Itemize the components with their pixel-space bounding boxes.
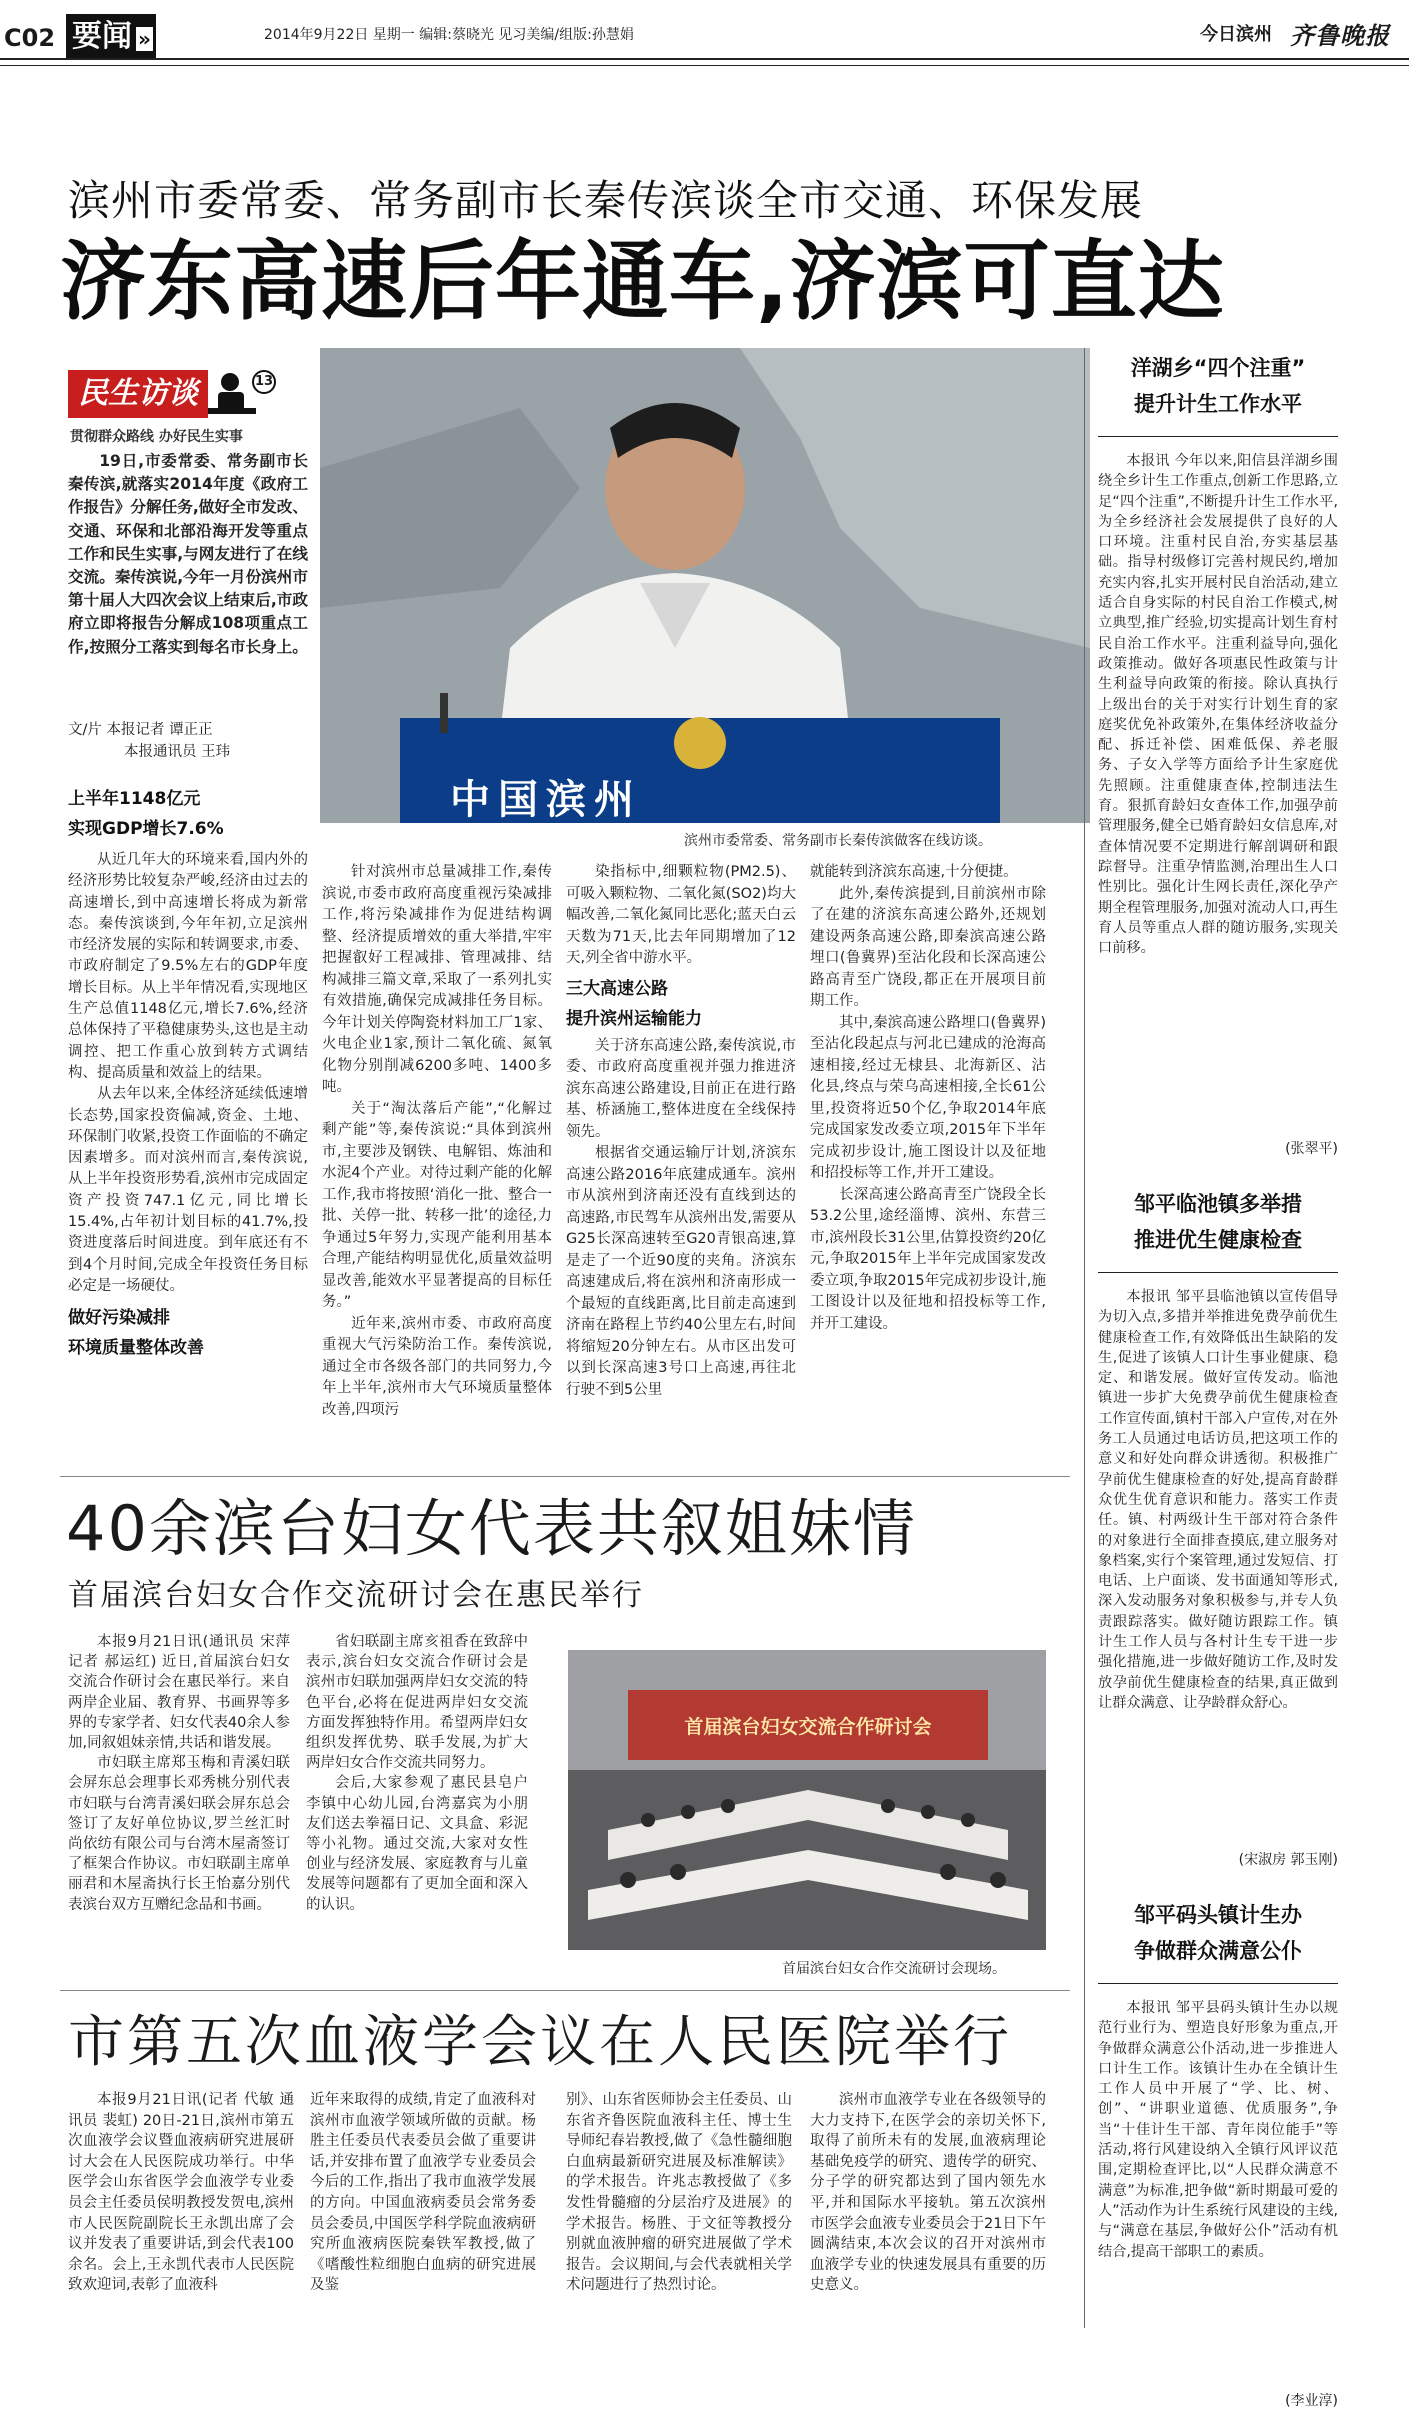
- sidebar-story-1-title-a: 洋湖乡“四个注重”: [1130, 356, 1306, 380]
- col3-para-3: 根据省交通运输厅计划,济滨东高速公路2016年底建成通车。滨州市从滨州到济南还没有直线到达的高速路,市民驾车从滨州出发,需要从G25长深高速转至G20青银高速,算是走了一个近90度的夹角。济滨东高速建成后,将在滨州和济南形成一个最短的直线距离,比目前走高速到济南在路程上节约40公里左右,时间将缩短20分钟左右。从市区出发可以到长深高速3号口上高速,再往北行驶不到5公里: [566, 1145, 796, 1398]
- sidebar-story-2-title-b: 推进优生健康检查: [1134, 1228, 1302, 1252]
- conference-photo-graphic: [568, 1650, 1046, 1950]
- lead-intro: [68, 450, 308, 659]
- col2-para-2: 关于“淘汰落后产能”,“化解过剩产能”等,秦传滨说:“具体到滨州市,主要涉及钢铁、电解铝、炼油和水泥4个产业。对待过剩产能的化解工作,我市将按照‘消化一批、整合一批、关停一批、转移一批’的途径,力争通过5年努力,实现产能利用基本合理,产能结构明显优化,质量效益明显改善,能效水平显著提高的目标任务。”: [322, 1100, 552, 1310]
- interview-photo-graphic: [320, 348, 1090, 823]
- sidebar: [1098, 350, 1338, 2410]
- lead-col-2: [322, 862, 552, 1421]
- sub-gdp-b: 实现GDP增长7.6%: [68, 819, 224, 839]
- column-slogan: 贯彻群众路线 办好民生实事: [70, 429, 243, 445]
- sub-env-b: 环境质量整体改善: [68, 1338, 204, 1359]
- sub-env-a: 做好污染减排: [68, 1308, 170, 1329]
- sidebar-divider: [1084, 348, 1085, 2328]
- women-headline: 40余滨台妇女代表共叙姐妹情: [66, 1492, 917, 1565]
- women-para-2: 市妇联主席郑玉梅和青溪妇联会屏东总会理事长邓秀桃分别代表市妇联与台湾青溪妇联会屏东总会签订了友好单位协议,罗兰丝汇时尚依纺有限公司与台湾木屋斋签订了框架合作协议。市妇联副主席单丽君和木屋斋执行长王怡嘉分别代表滨台双方互赠纪念品和书画。: [68, 1755, 290, 1913]
- column-number-badge: 13: [252, 370, 276, 394]
- lead-byline-1: 文/片 本报记者 谭正正: [68, 722, 213, 738]
- lead-byline-2: 本报通讯员 王玮: [124, 744, 231, 760]
- conference-banner-text: 首届滨台妇女交流合作研讨会: [684, 1716, 932, 1738]
- sidebar-story-3-title-a: 邹平码头镇计生办: [1134, 1903, 1302, 1927]
- col3-para-1: 染指标中,细颗粒物(PM2.5)、可吸入颗粒物、二氧化氮(SO2)均大幅改善,二氧化氮同比恶化;蓝天白云天数为71天,比去年同期增加了12天,列全省中游水平。: [566, 864, 796, 966]
- women-photo-caption: 首届滨台妇女合作交流研讨会现场。: [782, 1961, 1006, 1977]
- col3-para-2: 关于济东高速公路,秦传滨说,市委、市政府高度重视并强力推进济滨东高速公路建设,目前正在进行路基、桥涵施工,整体进度在全线保持领先。: [566, 1037, 796, 1140]
- col2-para-3: 近年来,滨州市委、市政府高度重视大气污染防治工作。秦传滨说,通过全市各级各部门的共同努力,今年上半年,滨州市大气环境质量整体改善,四项污: [322, 1315, 552, 1418]
- speaker-silhouette-icon: [208, 370, 258, 420]
- blood-col-2: [310, 2090, 536, 2360]
- women-para-1: 本报9月21日讯(通讯员 宋萍 记者 郝运红) 近日,首届滨台妇女交流合作研讨会在惠民举行。来自两岸企业届、教育界、书画界等多界的专家学者、妇女代表40余人参加,同叙姐妹亲情,共话和谐发展。: [68, 1634, 290, 1752]
- women-col-2: [306, 1632, 528, 1915]
- blood-col-4: [810, 2090, 1046, 2360]
- lead-photo-caption: 滨州市委常委、常务副市长秦传滨做客在线访谈。: [684, 833, 992, 849]
- section-divider-1: [60, 1476, 1070, 1477]
- women-subhead: 首届滨台妇女合作交流研讨会在惠民举行: [68, 1578, 644, 1613]
- blood-headline: 市第五次血液学会议在人民医院举行: [68, 2010, 1012, 2075]
- women-para-4: 会后,大家参观了惠民县皂户李镇中心幼儿园,台湾嘉宾为小朋友们送去拳福日记、文具盒、彩泥等小礼物。通过交流,大家对女性创业与经济发展、家庭教育与儿童发展等问题都有了更加全面和深入的认识。: [306, 1775, 528, 1913]
- col1-para-2: 从去年以来,全体经济延续低速增长态势,国家投资偏减,资金、土地、环保制门收紧,投资工作面临的不确定因素增多。而对滨州而言,秦传滨说,从上半年投资形势看,滨州市完成固定资产投资747.1亿元,同比增长15.4%,占年初计划目标的41.7%,投资进度落后时间进度。到年底还有不到4个月时间,完成全年投资任务目标必定是一场硬仗。: [68, 1086, 308, 1294]
- blood-col-1: [68, 2090, 294, 2360]
- sidebar-story-1-text: 本报讯 今年以来,阳信县洋湖乡围绕全乡计生工作重点,创新工作思路,立足“四个注重”,不断提升计生工作水平,为全乡经济社会发展提供了良好的人口环境。注重村民自治,夯实基层基础。指导村级修订完善村规民约,增加充实内容,扎实开展村民自治活动,建立适合自身实际的村民自治工作模式,树立典型,推广经验,切实提高计划生育村民自治工作水平。注重利益导向,强化政策推动。做好各项惠民性政策与计生利益导向政策的衔接。除认真执行上级出台的关于对实行计划生育的家庭奖优免补政策外,在集体经济收益分配、拆迁补偿、困难低保、养老服务、子女入学等方面给予计生家庭优先照顾。注重健康查体,控制违法生育。狠抓育龄妇女查体工作,加强孕前管理服务,健全已婚育龄妇女信息库,对查体情况要不定期进行解剖调研和跟踪督导。注重孕情监测,治理出生人口性别比。强化计生网长责任,深化孕产期全程管理服务,加强对流动人口,再生育人员等重点人群的随访服务,实现关口前移。: [1098, 453, 1338, 957]
- sub-highway-b: 提升滨州运输能力: [566, 1008, 702, 1029]
- lead-headline: 济东高速后年通车,济滨可直达: [60, 232, 1225, 332]
- sidebar-story-3-byline: (李业淳): [1285, 2393, 1338, 2409]
- header-meta: 2014年9月22日 星期一 编辑:蔡晓光 见习美编/组版:孙慧娟: [264, 27, 634, 43]
- section-tab: [66, 14, 156, 60]
- paper-name: 齐鲁晚报: [1290, 21, 1390, 50]
- blood-para-2: 近年来取得的成绩,肯定了血液科对滨州市血液学领域所做的贡献。杨胜主任委员代表委员会做了重要讲话,并安排布置了血液学专业委员会今后的工作,指出了我市血液学发展的方向。中国血液病委员会常务委员会委员,中国医学科学院血液病研究所血液病医院秦铁军教授,做了《嗜酸性粒细胞白血病的研究进展及鉴: [310, 2092, 536, 2294]
- lead-col-3: [566, 862, 796, 1401]
- sub-gdp-a: 上半年1148亿元: [68, 789, 201, 809]
- lead-col-1: [68, 784, 308, 1363]
- sidebar-story-1-title-b: 提升计生工作水平: [1134, 392, 1302, 416]
- sidebar-story-2-text: 本报讯 邹平县临池镇以宣传倡导为切入点,多措并举推进免费孕前优生健康检查工作,有效降低出生缺陷的发生,促进了该镇人口计生事业健康、稳定、和谐发展。做好宣传发动。临池镇进一步扩大免费孕前优生健康检查工作宣传面,镇村干部入户宣传,对在外务工人员通过电话访员,把这项工作的意义和好处向群众讲透彻。积极推广孕前优生健康检查的好处,提高育龄群众优生优育意识和能力。落实工作责任。镇、村两级计生干部对符合条件的对象进行全面排查摸底,建立服务对象档案,实行个案管理,通过发短信、打电话、上户面谈、发书面通知等形式,深入发动服务对象积极参与,并专人负责跟踪落实。做好随访跟踪工作。镇计生工作人员与各村计生专干进一步强化措施,进一步做好随访工作,及时发放孕前优生健康检查的结果,真正做到让群众满意、让孕龄群众舒心。: [1098, 1289, 1338, 1711]
- page-number: C02: [0, 18, 86, 58]
- sidebar-rule-1: [1098, 436, 1338, 437]
- photo-sign-text: 中国滨州: [450, 777, 642, 823]
- blood-para-3: 别》、山东省医师协会主任委员、山东省齐鲁医院血液科主任、博士生导师纪春岩教授,做了《急性髓细胞白血病最新研究进展及标准解读》的学术报告。许兆志教授做了《多发性骨髓瘤的分层治疗及进展》的学术报告。杨胜、于文征等教授分别就血液肿瘤的研究进展做了学术报告。会议期间,与会代表就相关学术问题进行了热烈讨论。: [566, 2092, 792, 2294]
- lead-kicker: 滨州市委常委、常务副市长秦传滨谈全市交通、环保发展: [68, 176, 1144, 225]
- sidebar-rule-2: [1098, 1272, 1338, 1273]
- col4-para-4: 长深高速公路高青至广饶段全长53.2公里,途经淄博、滨州、东营三市,滨州段长31公里,估算投资约20亿元,争取2015年上半年完成国家发改委立项,争取2015年完成初步设计,施工图设计以及征地和招投标等工作,并开工建设。: [810, 1186, 1046, 1332]
- blood-para-4: 滨州市血液学专业在各级领导的大力支持下,在医学会的亲切关怀下,取得了前所未有的发展,血液病理论基础免疫学的研究、遗传学的研究、分子学的研究都达到了国内领先水平,并和国际水平接轨。第五次滨州市医学会血液专业委员会于21日下午圆满结束,本次会议的召开对滨州市血液学专业的快速发展具有重要的历史意义。: [810, 2092, 1046, 2294]
- col1-para-1: 从近几年大的环境来看,国内外的经济形势比较复杂严峻,经济由过去的高速增长,到中高速增长将成为新常态。秦传滨谈到,今年年初,立足滨州市经济发展的实际和转调要求,市委、市政府制定了9.5%左右的GDP年度增长目标。从上半年情况看,实现地区生产总值1148亿元,增长7.6%,经济总体保持了平稳健康势头,这也是主动调控、把工作重心放到转方式调结构、提高质量和效益上的结果。: [68, 852, 308, 1081]
- women-col-1: [68, 1632, 290, 1915]
- col4-para-2: 此外,秦传滨提到,目前滨州市除了在建的济滨东高速公路外,还规划建设两条高速公路,即秦滨高速公路埋口(鲁冀界)至沾化段和长深高速公路高青至广饶段,都正在开展项目前期工作。: [810, 885, 1046, 1009]
- col2-para-1: 针对滨州市总量减排工作,秦传滨说,市委市政府高度重视污染减排工作,将污染减排作为促进结构调整、经济提质增效的重大举措,牢牢把握叡好工程减排、管理减排、结构减排三篇文章,采取了一系列扎实有效措施,确保完成减排任务目标。今年计划关停陶瓷材料加工厂1家、火电企业1家,预计二氧化硫、氮氧化物分别削减6200多吨、1400多吨。: [322, 864, 552, 1095]
- sidebar-story-3-text: 本报讯 邹平县码头镇计生办以规范行业行为、塑造良好形象为重点,开争做群众满意公仆活动,进一步推进人口计生工作。该镇计生办在全镇计生工作人员中开展了“学、比、树、创”、“讲职业道德、优质服务”,争当“十佳计生干部、青年岗位能手”等活动,将行风建设纳入全镇行风评议范围,定期检查评比,以“人民群众满意不满意”为标准,把争做“新时期最可爱的人”活动作为计生系统行风建设的主线,与“满意在基层,争做好公仆”活动有机结合,提高干部职工的素质。: [1098, 2000, 1338, 2260]
- section-arrow-icon: »: [138, 27, 151, 51]
- sidebar-story-2-title-a: 邹平临池镇多举措: [1134, 1192, 1302, 1216]
- column-logo-text: 民生访谈: [68, 370, 208, 418]
- column-logo: [68, 370, 276, 426]
- col4-para-3: 其中,秦滨高速公路埋口(鲁冀界)至沾化段起点与河北已建成的沧海高速相接,经过无棣县、北海新区、沾化县,终点与荣乌高速相接,全长61公里,投资将近50个亿,争取2014年底完成国家发改委立项,2015年下半年完成初步设计,施工图设计以及征地和招投标等工作,并开工建设。: [810, 1014, 1046, 1181]
- blood-col-3: [566, 2090, 792, 2360]
- women-photo: [568, 1650, 1046, 1950]
- section-label: 要闻: [72, 19, 132, 54]
- sidebar-rule-3: [1098, 1983, 1338, 1984]
- edition-city: 今日滨州: [1200, 24, 1272, 45]
- section-divider-2: [60, 1990, 1070, 1991]
- lead-col-4: [810, 862, 1046, 1335]
- sidebar-story-1-byline: (张翠平): [1285, 1141, 1338, 1157]
- lead-photo: [320, 348, 1090, 823]
- header-rule: [0, 58, 1409, 60]
- blood-para-1: 本报9月21日讯(记者 代敏 通讯员 裴虹) 20日-21日,滨州市第五次血液学会议暨血液病研究进展研讨大会在人民医院成功举行。中华医学会山东省医学会血液学专业委员会主任委员侯明教授发贺电,滨州市人民医院副院长王永凯出席了会议并发表了重要讲话,到会代表100余名。会上,王永凯代表市人民医院致欢迎词,表彰了血液科: [68, 2092, 294, 2294]
- lead-intro-text: 19日,市委常委、常务副市长秦传滨,就落实2014年度《政府工作报告》分解任务,做好全市发改、交通、环保和北部沿海开发等重点工作和民生实事,与网友进行了在线交流。秦传滨说,今年一月份滨州市第十届人大四次会议上结束后,市政府立即将报告分解成108项重点工作,按照分工落实到每名市长身上。: [68, 452, 308, 656]
- sidebar-story-3-title-b: 争做群众满意公仆: [1134, 1939, 1302, 1963]
- header-rule-thin: [0, 65, 1409, 66]
- women-para-3: 省妇联副主席亥祖香在致辞中表示,滨台妇女交流合作研讨会是滨州市妇联加强两岸妇女交流的特色平台,必将在促进两岸妇女交流方面发挥独特作用。希望两岸妇女组织发挥优势、联手发展,为扩大两岸妇女合作交流共同努力。: [306, 1634, 528, 1772]
- col4-para-1: 就能转到济滨东高速,十分便捷。: [810, 864, 1018, 880]
- sub-highway-a: 三大高速公路: [566, 978, 668, 999]
- sidebar-story-2-byline: (宋淑房 郭玉刚): [1238, 1852, 1338, 1868]
